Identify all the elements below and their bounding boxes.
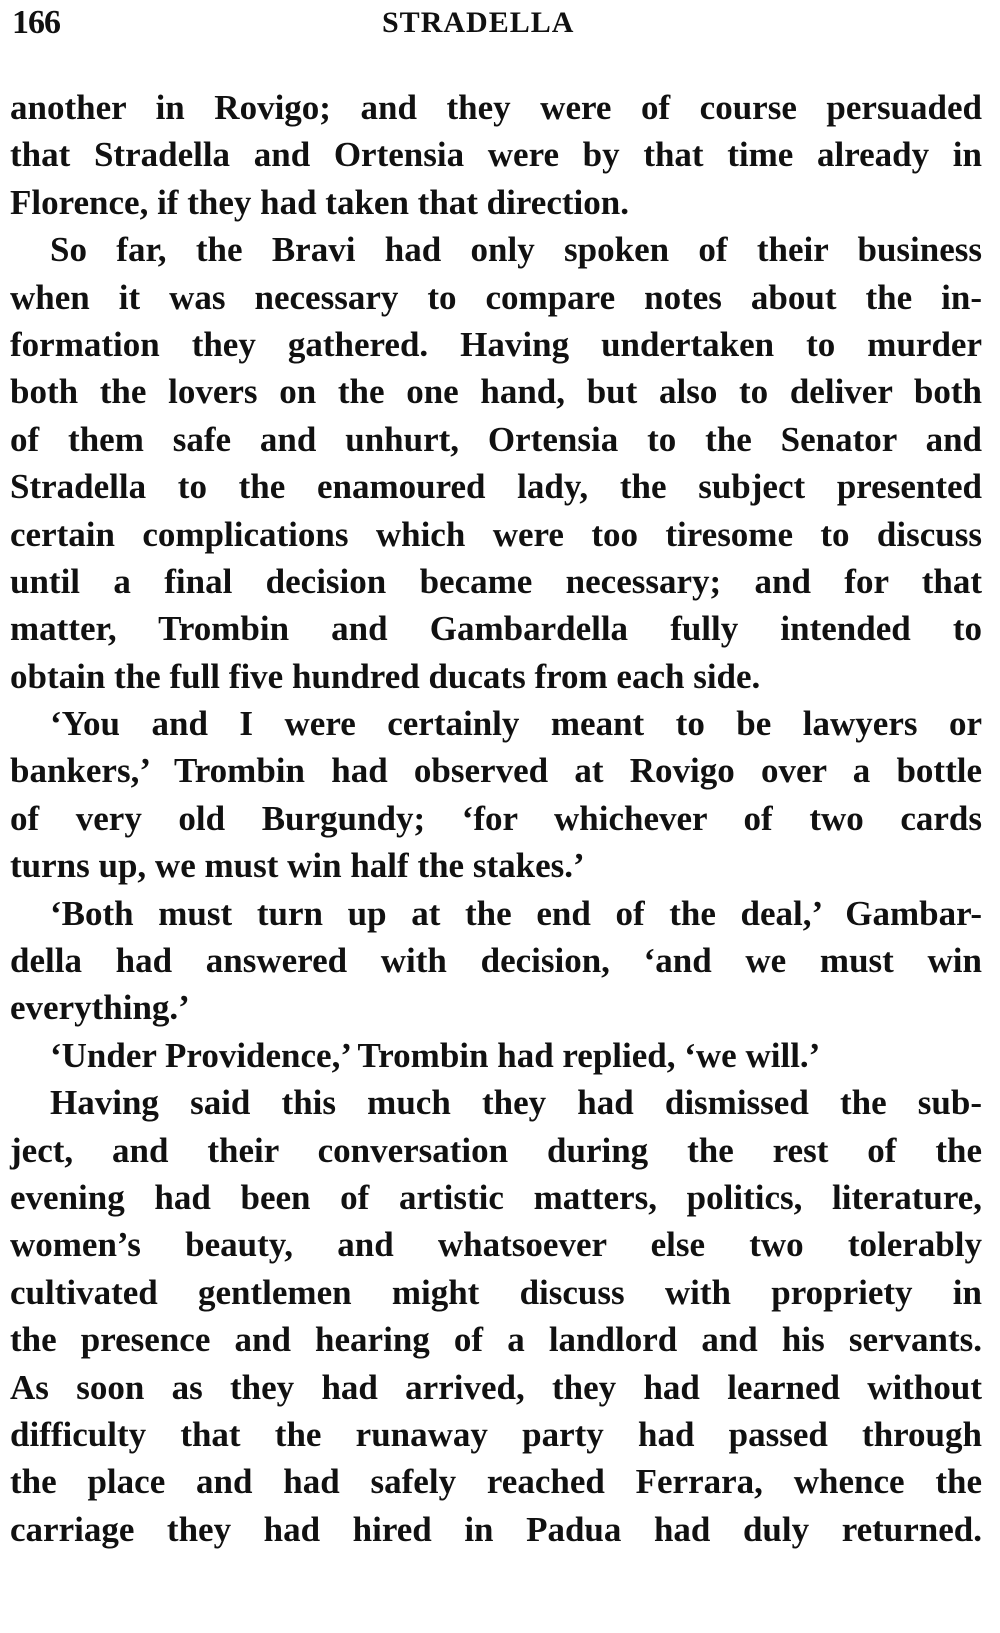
text-line: Stradella to the enamoured lady, the subject presented [10, 467, 982, 507]
text-line: both the lovers on the one hand, but also to deliver both [10, 372, 982, 412]
text-line: bankers,’ Trombin had observed at Rovigo over a bottle [10, 751, 982, 791]
text-line: As soon as they had arrived, they had learned without [10, 1367, 982, 1407]
text-line: of them safe and unhurt, Ortensia to the Senator and [10, 419, 982, 459]
text-line: ‘You and I were certainly meant to be lawyers or [50, 704, 982, 744]
text-line: ‘Both must turn up at the end of the deal,’ Gambar- [50, 893, 982, 933]
text-line: that Stradella and Ortensia were by that time already in [10, 135, 982, 175]
text-line: when it was necessary to compare notes about the in- [10, 277, 982, 317]
text-line: of very old Burgundy; ‘for whichever of two cards [10, 798, 982, 838]
page-number: 166 [12, 4, 60, 41]
text-line: cultivated gentlemen might discuss with propriety in [10, 1272, 982, 1312]
text-line: So far, the Bravi had only spoken of their business [50, 230, 982, 270]
text-line: evening had been of artistic matters, politics, literature, [10, 1177, 982, 1217]
text-line: turns up, we must win half the stakes.’ [10, 846, 585, 886]
text-line: women’s beauty, and whatsoever else two tolerably [10, 1225, 982, 1265]
book-page [10, 0, 982, 1633]
text-line: della had answered with decision, ‘and we must win [10, 941, 982, 981]
running-title: STRADELLA [382, 6, 575, 39]
text-line: ‘Under Providence,’ Trombin had replied, ‘we will.’ [50, 1035, 821, 1075]
body-text [10, 84, 982, 1553]
text-line: the place and had safely reached Ferrara, whence the [10, 1462, 982, 1502]
text-line: obtain the full five hundred ducats from each side. [10, 656, 761, 696]
text-line: ject, and their conversation during the rest of the [10, 1130, 982, 1170]
text-line: certain complications which were too tiresome to discuss [10, 514, 982, 554]
text-line: matter, Trombin and Gambardella fully intended to [10, 609, 982, 649]
text-line: the presence and hearing of a landlord and his servants. [10, 1320, 982, 1360]
page-header [12, 4, 982, 50]
text-line: until a final decision became necessary; and for that [10, 561, 982, 601]
text-line: everything.’ [10, 988, 190, 1028]
text-line: formation they gathered. Having undertaken to murder [10, 324, 982, 364]
text-line: Having said this much they had dismissed the sub- [50, 1083, 982, 1123]
text-line: difficulty that the runaway party had passed through [10, 1414, 982, 1454]
text-line: Florence, if they had taken that direction. [10, 182, 629, 222]
text-line: another in Rovigo; and they were of course persuaded [10, 88, 982, 127]
text-line: carriage they had hired in Padua had duly returned. [10, 1509, 982, 1549]
